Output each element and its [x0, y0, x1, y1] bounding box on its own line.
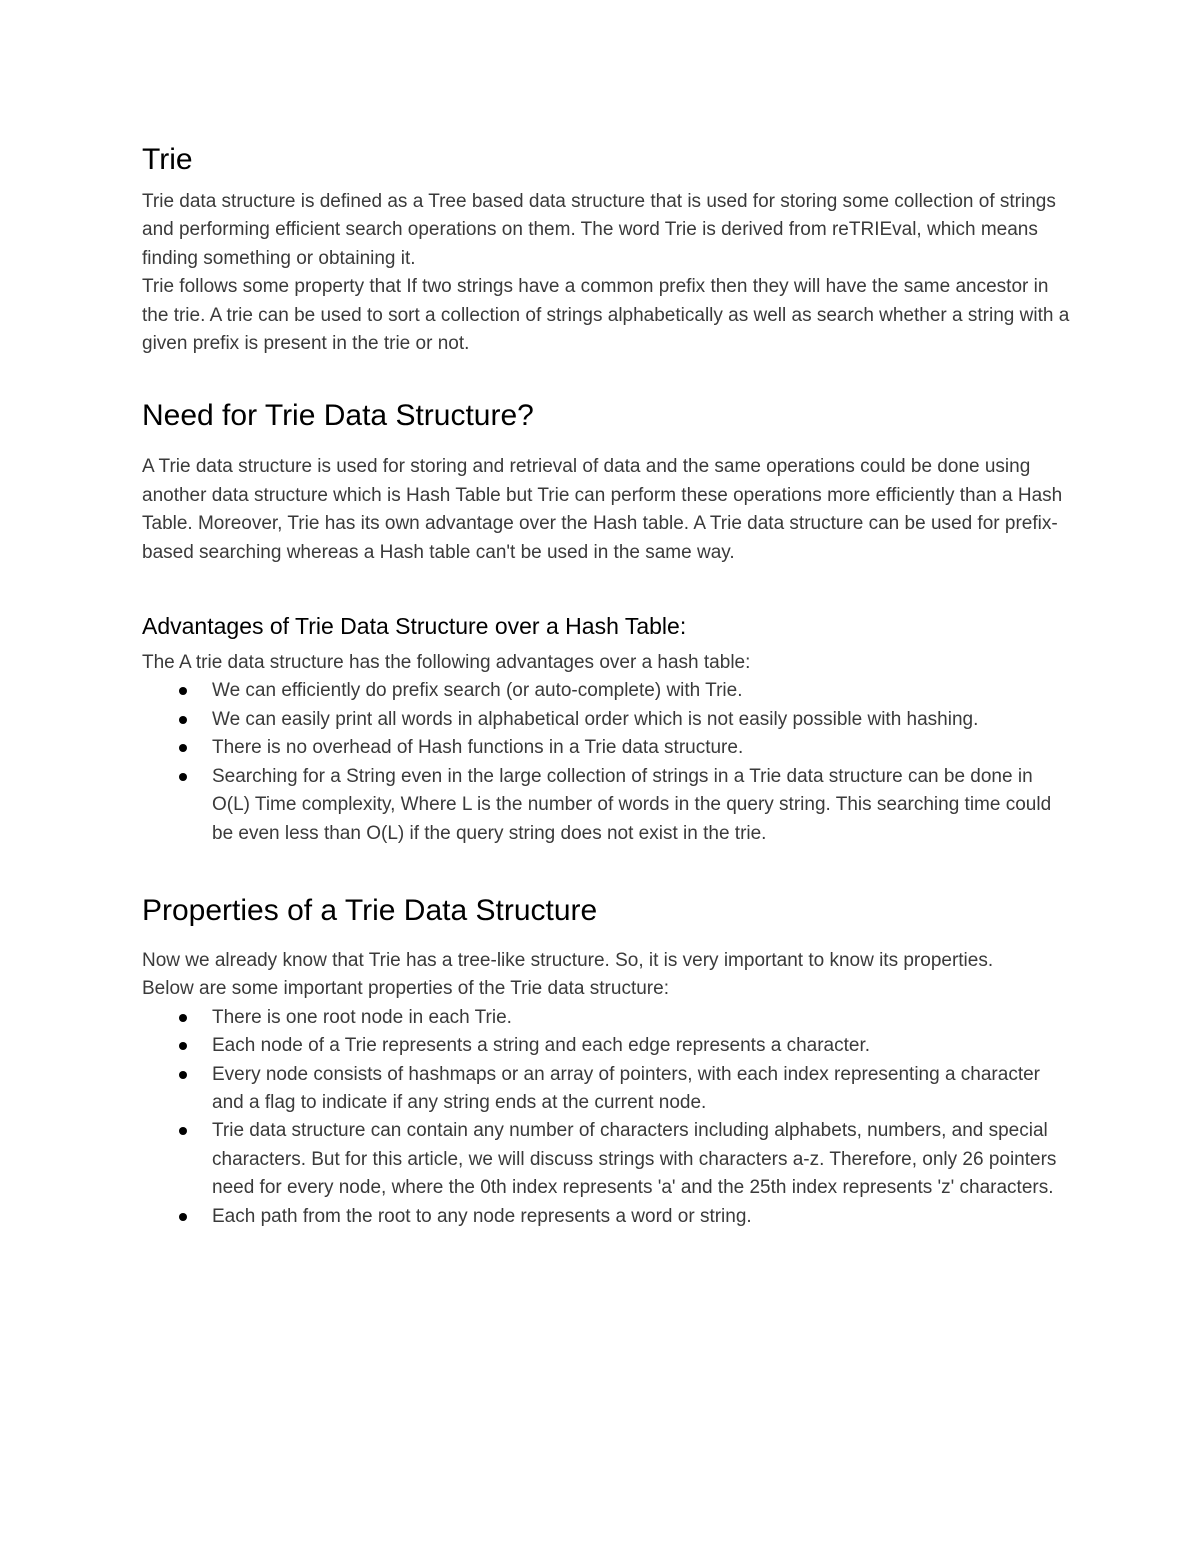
list-item: [212, 1032, 1072, 1060]
list-item-text: We can easily print all words in alphabetical order which is not easily possible with hashing.: [212, 708, 979, 730]
bullet-icon: [179, 744, 187, 752]
list-item: [212, 763, 1072, 848]
list-item-text: Every node consists of hashmaps or an array of pointers, with each index representing a character and a flag to indicate if any string ends at the current node.: [212, 1063, 1040, 1113]
properties-paragraph-2: Below are some important properties of the Trie data structure:: [142, 978, 669, 1000]
heading-trie: Trie: [142, 143, 193, 176]
list-item: [212, 734, 1072, 762]
list-item-text: There is no overhead of Hash functions in a Trie data structure.: [212, 737, 744, 759]
properties-description: [142, 947, 1072, 1004]
list-item: [212, 706, 1072, 734]
trie-paragraph-1: Trie data structure is defined as a Tree based data structure that is used for storing some collection of strings and performing efficient search operations on them. The word Trie is derived from reTRIEval, which means finding something or obtaining it.: [142, 191, 1056, 269]
properties-list: [142, 1004, 1072, 1231]
heading-need-for-trie: Need for Trie Data Structure?: [142, 399, 534, 433]
list-item: [212, 1117, 1072, 1202]
trie-description: [142, 188, 1072, 358]
bullet-icon: [179, 716, 187, 724]
advantages-intro: The A trie data structure has the following advantages over a hash table:: [142, 652, 751, 674]
heading-advantages: Advantages of Trie Data Structure over a Hash Table:: [142, 613, 687, 640]
need-paragraph: A Trie data structure is used for storing and retrieval of data and the same operations could be done using another data structure which is Hash Table but Trie can perform these operations more efficiently than a Hash Table. Moreover, Trie has its own advantage over the Hash table. A Trie data structure can be used for prefix-based searching whereas a Hash table can't be used in the same way.: [142, 456, 1063, 563]
list-item-text: Each path from the root to any node represents a word or string.: [212, 1205, 752, 1227]
list-item: [212, 1004, 1072, 1032]
list-item: [212, 677, 1072, 705]
bullet-icon: [179, 1042, 187, 1050]
list-item-text: There is one root node in each Trie.: [212, 1006, 512, 1028]
list-item-text: We can efficiently do prefix search (or auto-complete) with Trie.: [212, 680, 743, 702]
list-item-text: Trie data structure can contain any number of characters including alphabets, numbers, and special characters. But for this article, we will discuss strings with characters a-z. Therefore, only 26 pointers need for every node, where the 0th index represents 'a' and the 25th index represents 'z' characters.: [212, 1120, 1057, 1199]
document-page: [142, 138, 1072, 1231]
trie-paragraph-2: Trie follows some property that If two strings have a common prefix then they will have the same ancestor in the trie. A trie can be used to sort a collection of strings alphabetically as well as search whether a string with a given prefix is present in the trie or not.: [142, 276, 1070, 355]
list-item-text: Searching for a String even in the large collection of strings in a Trie data structure can be done in O(L) Time complexity, Where L is the number of words in the query string. This searching time could be even less than O(L) if the query string does not exist in the trie.: [212, 765, 1052, 844]
list-item: [212, 1203, 1072, 1231]
properties-paragraph-1: Now we already know that Trie has a tree-like structure. So, it is very important to know its properties.: [142, 949, 994, 971]
bullet-icon: [179, 1071, 187, 1079]
bullet-icon: [179, 773, 187, 781]
bullet-icon: [179, 687, 187, 695]
bullet-icon: [179, 1127, 187, 1135]
heading-properties: Properties of a Trie Data Structure: [142, 893, 598, 927]
list-item: [212, 1061, 1072, 1118]
bullet-icon: [179, 1213, 187, 1221]
list-item-text: Each node of a Trie represents a string and each edge represents a character.: [212, 1035, 871, 1057]
bullet-icon: [179, 1014, 187, 1022]
advantages-list: [142, 677, 1072, 847]
